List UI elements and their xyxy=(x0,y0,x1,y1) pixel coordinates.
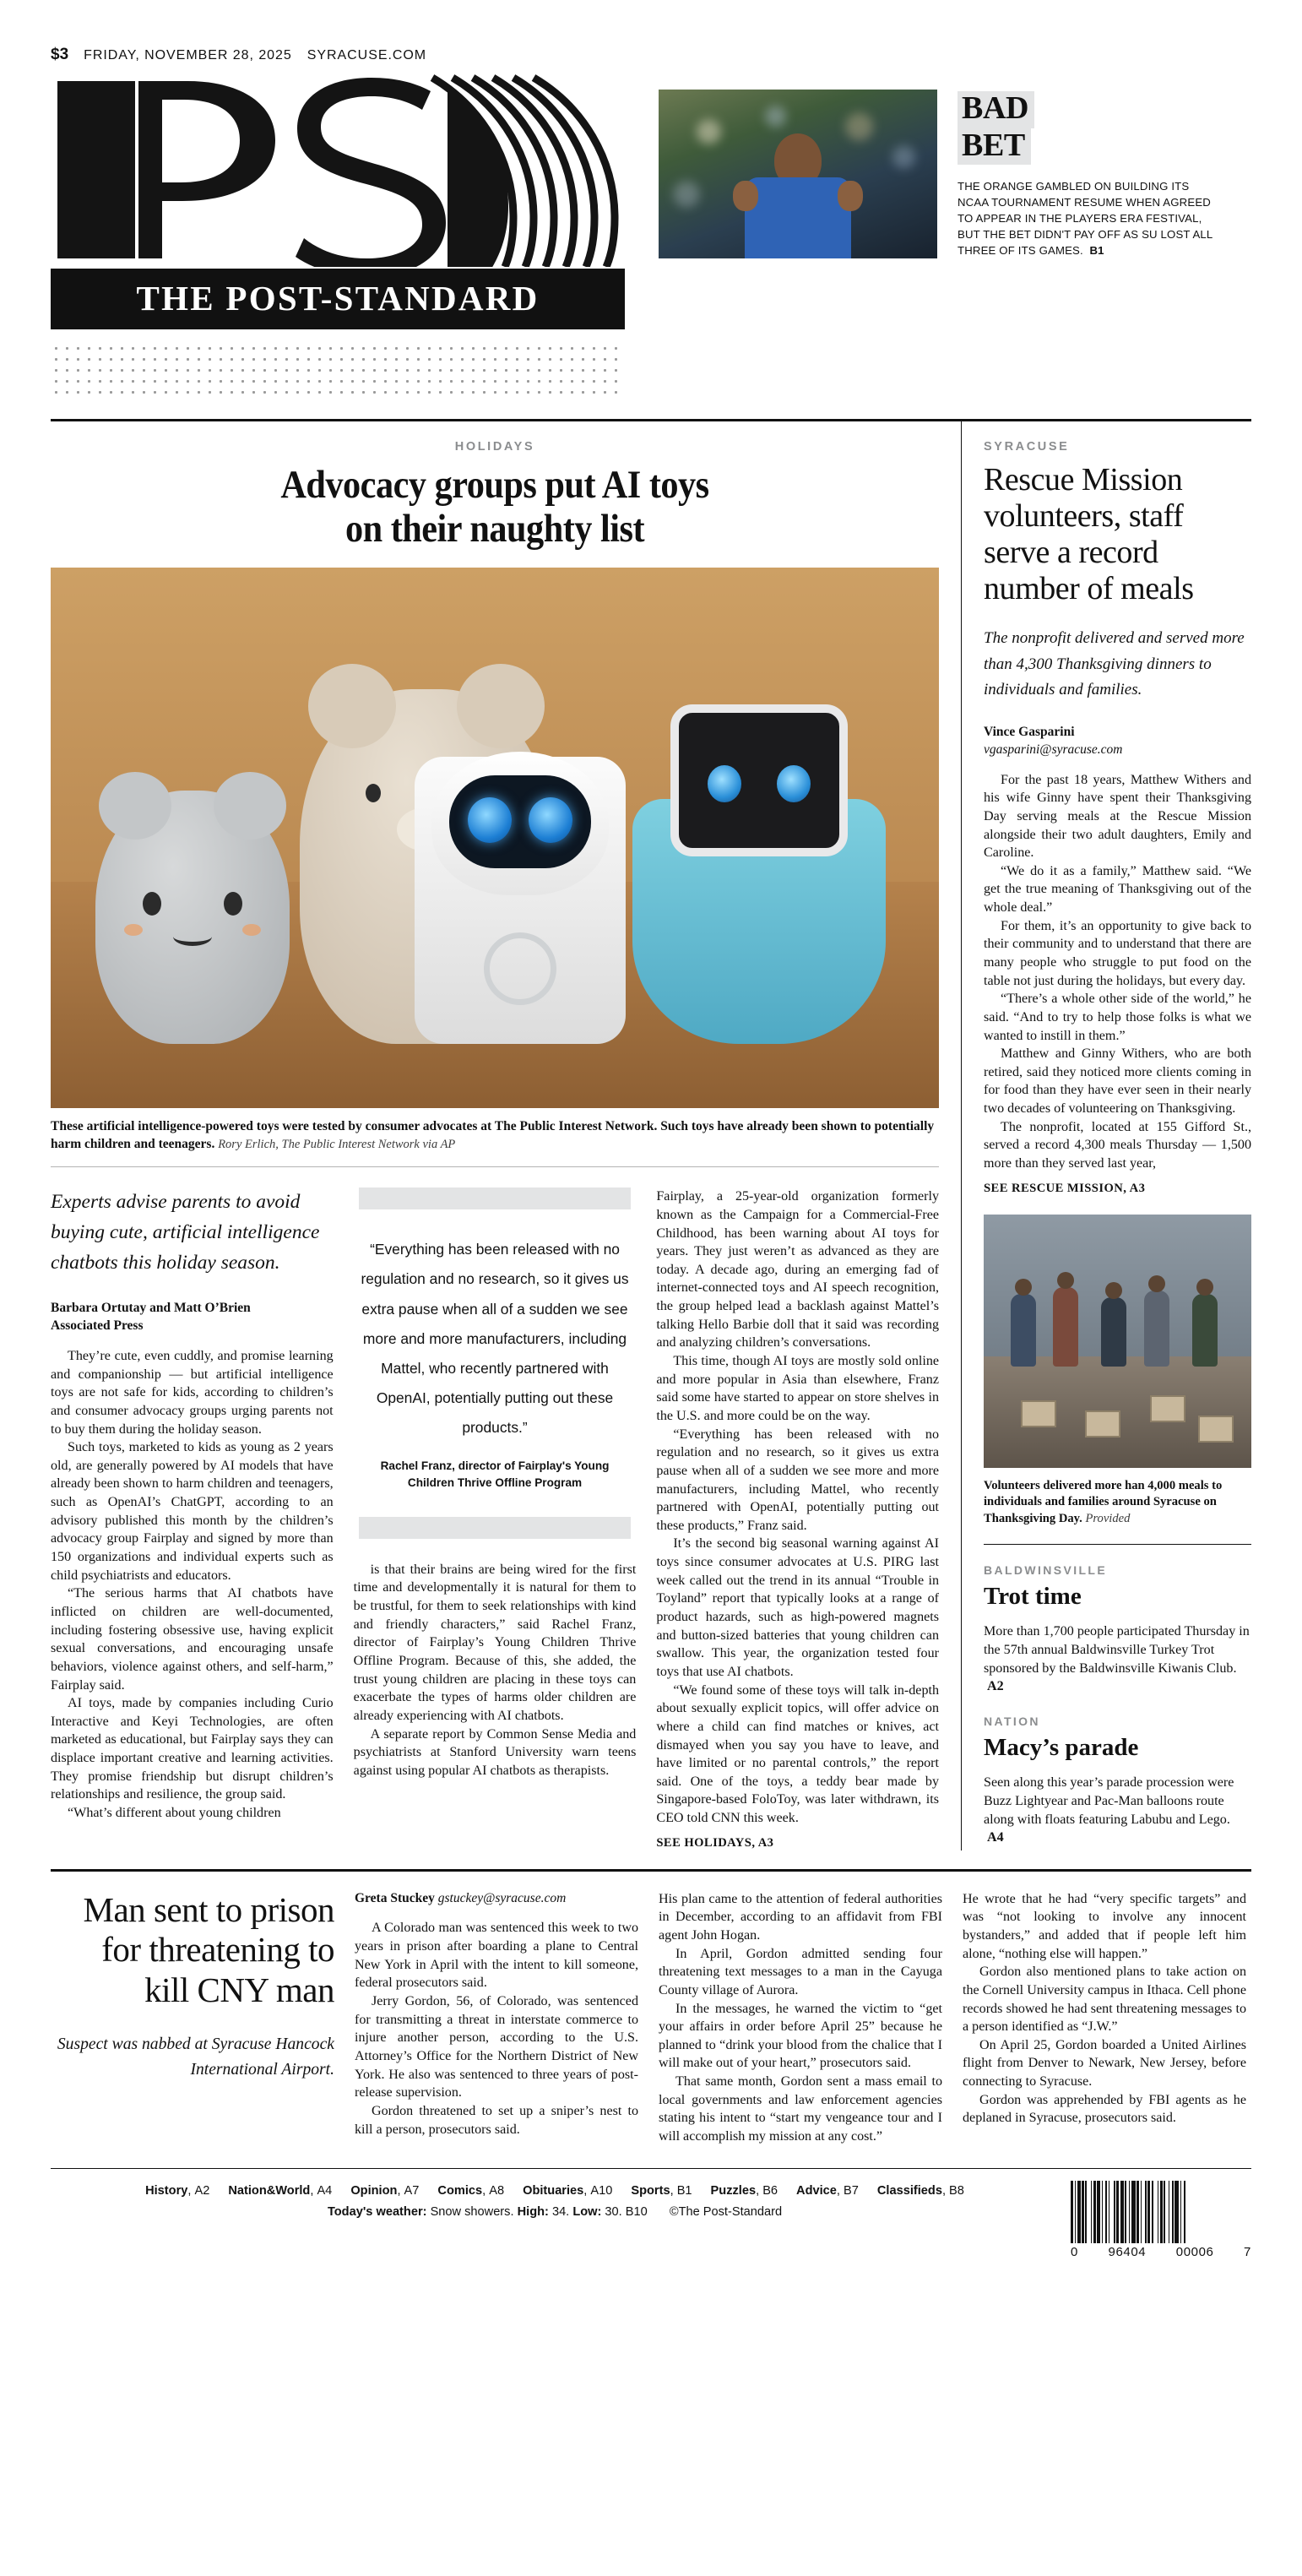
rail-paragraph: Matthew and Ginny Withers, who are both retired, said they noticed more clients coming in for food than they have ever seen in their nearly two decades of volunteering on Thanksgiving. xyxy=(984,1046,1251,1117)
paper-name: THE POST-STANDARD xyxy=(51,269,625,329)
index-name: Classifieds xyxy=(876,2183,942,2198)
weather-line xyxy=(51,2202,1059,2223)
index-item[interactable]: Advice, B7 xyxy=(796,2183,859,2198)
toy-ai-robot xyxy=(415,757,626,1044)
rail-kicker: SYRACUSE xyxy=(984,440,1070,454)
weather-condition: Snow showers. xyxy=(430,2204,514,2219)
bottom-paragraph: Gordon also mentioned plans to take action on the Cornell University campus in Ithaca. Cell phone records showed he had sent threatening messages to a person identified as “J.W.” xyxy=(963,1965,1246,2035)
lead-headline-line1: Advocacy groups put AI toys xyxy=(280,463,709,507)
website-url[interactable]: SYRACUSE.COM xyxy=(307,48,427,62)
bottom-headline: Man sent to prison for threatening to kill CNY man xyxy=(83,1889,334,2009)
index-page: B6 xyxy=(762,2183,778,2198)
brief-text: Seen along this year’s parade procession were Buzz Lightyear and Pac-Man balloons route along with floats featuring Labubu and Lego. xyxy=(984,1774,1234,1827)
brief-text: More than 1,700 people participated Thursday in the 57th annual Baldwinsville Turkey Trot sponsored by the Baldwinsville Kiwanis Club. xyxy=(984,1623,1250,1676)
rail-paragraph: For them, it’s an opportunity to give back to their community and to understand that there are many people who struggle to put food on the table not just during the holidays, but every day. xyxy=(984,918,1251,988)
index-item[interactable]: Obituaries, A10 xyxy=(523,2183,613,2198)
toy-blue-tablet-bot xyxy=(632,799,886,1044)
bottom-story-top-rule xyxy=(51,1869,1251,1872)
index-name: Opinion xyxy=(350,2183,398,2198)
brief-body-macys-parade xyxy=(984,1774,1251,1848)
brief-kicker-nation: NATION xyxy=(984,1715,1040,1729)
promo-page-ref[interactable]: B1 xyxy=(1089,244,1104,258)
bottom-story-zone xyxy=(51,1869,1251,2146)
index-item[interactable]: History, A2 xyxy=(145,2183,210,2198)
lead-photo xyxy=(51,568,939,1108)
rail-photo-caption xyxy=(984,1478,1251,1528)
halftone-dot-texture xyxy=(51,343,625,397)
lead-paragraph: AI toys, made by companies including Curio Interactive and Keyi Technologies, are often marketed as educational, but Fairplay says they can displace important creative and learning activities. They promise friendship but disrupt children’s relationships and resilience, the group said. xyxy=(51,1696,334,1802)
lead-byline-names: Barbara Ortutay and Matt O’Brien xyxy=(51,1301,251,1316)
lead-paragraph: “What’s different about young children xyxy=(68,1805,281,1820)
index-name: Comics xyxy=(437,2183,483,2198)
bottom-paragraph: That same month, Gordon sent a mass email to local governments and law enforcement agencies stating his intent to “start my vengeance tour and I will accomplish my mission at any cost.” xyxy=(659,2074,942,2144)
index-page: A2 xyxy=(194,2183,210,2198)
lead-paragraph: Fairplay, a 25-year-old organization formerly known as the Campaign for a Commercial-Free Childhood, has been warning about AI toys for years. They just weren’t as advanced as they are today. A decade ago, during an emerging fad of internet-connected toys and AI speech recognition, the group helped lead a backlash against Mattel’s talking Hello Barbie doll that it said was recording and analyzing children’s conversations. xyxy=(656,1189,940,1350)
promo-headline xyxy=(958,91,1251,165)
lead-photo-credit: Rory Erlich, The Public Interest Network via AP xyxy=(218,1137,456,1151)
promo-summary xyxy=(958,178,1219,258)
promo-photo xyxy=(659,90,937,258)
copyright-notice: ©The Post-Standard xyxy=(669,2204,783,2219)
bottom-column-1 xyxy=(355,1890,638,2146)
lead-column-1 xyxy=(51,1187,334,1850)
lead-paragraph: Such toys, marketed to kids as young as 2 years old, are generally powered by AI models that have already been shown to harm children and teenagers, such as OpenAI’s ChatGPT, according to an advisory published this month by the children’s advocacy group Fairplay and signed by more than 150 organizations and individual experts such as child psychiatrists and educators. xyxy=(51,1440,334,1583)
lead-photo-caption xyxy=(51,1118,939,1153)
rail-photo xyxy=(984,1215,1251,1468)
rail-caption-text: Volunteers delivered more han 4,000 meals to individuals and families around Syracuse on Thanksgiving Day. xyxy=(984,1478,1223,1525)
bottom-deck: Suspect was nabbed at Syracuse Hancock International Airport. xyxy=(57,2035,334,2079)
footer-index-and-weather xyxy=(51,2181,1059,2223)
lead-caption-rule xyxy=(51,1166,939,1167)
barcode xyxy=(1059,2181,1251,2259)
bottom-paragraph: Jerry Gordon, 56, of Colorado, was sentenced for transmitting a threat in interstate commerce to injure another person, according to the U.S. Attorney’s Office for the Northern District of New York. He also was sentenced to three years of post-release supervision. xyxy=(355,1994,638,2100)
pull-quote-top-bar xyxy=(359,1187,632,1209)
barcode-digit-mid1: 96404 xyxy=(1108,2244,1147,2259)
brief-headline-macys-parade: Macy’s parade xyxy=(984,1734,1139,1762)
ps-monogram-logo xyxy=(51,73,625,267)
index-page: B8 xyxy=(949,2183,964,2198)
index-page: B7 xyxy=(844,2183,859,2198)
lead-paragraph: “Everything has been released with no regulation and no research, so it gives us extra pause when all of a sudden we see more and more manufacturers, including Mattel, who recently partnered with OpenAI, potentially putting out these products,” Franz said. xyxy=(656,1427,940,1533)
bottom-paragraph: In the messages, he warned the victim to “get your affairs in order before April 25” because he planned to “drink your blood from the chalice that I will make out of your heart,” prosecutors said. xyxy=(659,2001,942,2071)
bottom-paragraph: His plan came to the attention of federal authorities in December, according to an affidavit from FBI agent John Hogan. xyxy=(659,1891,942,1943)
bottom-byline-name: Greta Stuckey xyxy=(355,1890,435,1905)
weather-page-ref[interactable]: B10 xyxy=(625,2204,648,2219)
index-page: A4 xyxy=(317,2183,333,2198)
pull-quote-bottom-bar xyxy=(359,1517,632,1539)
promo-summary-text: THE ORANGE GAMBLED ON BUILDING ITS NCAA TOURNAMENT RESUME WHEN AGREED TO APPEAR IN THE PLAYERS ERA FESTIVAL, BUT THE BET DIDN'T PAY OFF AS SU LOST ALL THREE OF ITS GAMES. xyxy=(958,180,1212,258)
barcode-digit-right: 7 xyxy=(1244,2244,1251,2259)
rail-byline xyxy=(984,724,1251,759)
lead-paragraph: They’re cute, even cuddly, and promise learning and companionship — but artificial intelligence toys are not safe for kids, according to children’s and consumer advocacy groups urging parents not to buy them during the holiday season. xyxy=(51,1348,334,1437)
index-page: A10 xyxy=(590,2183,613,2198)
pull-quote-block xyxy=(354,1187,637,1539)
lead-byline-org: Associated Press xyxy=(51,1318,144,1334)
index-page: A7 xyxy=(404,2183,420,2198)
lead-column-2 xyxy=(354,1187,637,1850)
brief-page-ref[interactable]: A4 xyxy=(987,1830,1004,1845)
flag-and-promo-row xyxy=(51,73,1251,397)
index-name: Sports xyxy=(631,2183,670,2198)
weather-high-value: 34. xyxy=(551,2204,570,2219)
index-name: Obituaries xyxy=(523,2183,584,2198)
promo-headline-line1: BAD xyxy=(958,91,1034,128)
brief-divider-rule xyxy=(984,1544,1251,1545)
bottom-column-2 xyxy=(659,1890,942,2146)
index-item[interactable]: Opinion, A7 xyxy=(350,2183,420,2198)
index-page: B1 xyxy=(676,2183,692,2198)
section-index xyxy=(51,2181,1059,2202)
weather-low-label: Low: xyxy=(572,2204,602,2219)
weather-low-value: 30. xyxy=(605,2204,622,2219)
bottom-story-columns xyxy=(51,1890,1251,2146)
promo-headline-line2: BET xyxy=(958,128,1031,166)
bottom-paragraph: He wrote that he had “very specific targets” and was “not looking to involve any innocent bystanders,” and added that if people left him alone, “nothing else will happen.” xyxy=(963,1891,1246,1961)
bottom-paragraph: A Colorado man was sentenced this week to two years in prison after boarding a plane to Central New York in April with the intent to kill someone, federal prosecutors said. xyxy=(355,1921,638,1991)
bottom-byline xyxy=(355,1890,638,1908)
main-content-grid xyxy=(51,421,1251,1850)
pull-quote-text: “Everything has been released with no regulation and no research, so it gives us extra pause when all of a sudden we see more and more manufacturers, including Mattel, who recently partnered with OpenAI, potentially putting out these products.” xyxy=(361,1241,629,1437)
bottom-paragraph: On April 25, Gordon boarded a United Airlines flight from Denver to Newark, New Jersey, before connecting to Syracuse. xyxy=(963,2037,1246,2090)
lead-paragraph: It’s the second big seasonal warning against AI toys since consumer advocates at U.S. PIRG last week called out the trend in its annual “Trouble in Toyland” report that typically looks at a range of product hazards, such as high-powered magnets and button-sized batteries that young children can swallow. This year, the organization tested four toys that use AI chatbots. xyxy=(656,1536,940,1679)
brief-kicker-baldwinsville: BALDWINSVILLE xyxy=(984,1563,1108,1578)
lead-deck: Experts advise parents to avoid buying cute, artificial intelligence chatbots this holiday season. xyxy=(51,1191,320,1274)
brief-page-ref[interactable]: A2 xyxy=(987,1679,1004,1694)
barcode-bars xyxy=(1071,2181,1251,2243)
brief-headline-trot-time: Trot time xyxy=(984,1583,1082,1611)
rail-paragraph: “We do it as a family,” Matthew said. “We get the true meaning of Thanksgiving out of the whole deal.” xyxy=(984,863,1251,916)
index-item[interactable]: Classifieds, B8 xyxy=(876,2183,964,2198)
barcode-digits xyxy=(1071,2243,1251,2259)
lead-column-3 xyxy=(656,1187,939,1850)
barcode-digit-left: 0 xyxy=(1071,2244,1078,2259)
toy-gray-plush xyxy=(95,791,290,1044)
footer-zone xyxy=(51,2168,1251,2259)
masthead-dateline xyxy=(51,0,1251,64)
bottom-column-3 xyxy=(963,1890,1246,2146)
index-name: History xyxy=(145,2183,188,2198)
lead-paragraph: “The serious harms that AI chatbots have inflicted on children are well-documented, including fostering obsessive use, having explicit sexual conversations, and encouraging unsafe behaviors, violence against others, and self-harm,” Fairplay said. xyxy=(51,1586,334,1693)
bottom-byline-email[interactable]: gstuckey@syracuse.com xyxy=(437,1890,567,1905)
lead-kicker: HOLIDAYS xyxy=(454,440,535,454)
index-name: Nation&World xyxy=(228,2183,311,2198)
flag-block xyxy=(51,73,625,397)
lead-paragraph: “We found some of these toys will talk in-depth about sexually explicit topics, will offer advice on where a child can find matches or knives, act dismayed when you say you have to leave, and have limited or no parental controls,” the report said. One of the toys, a teddy bear made by Singapore-based FoloToy, was later withdrawn, its CEO told CNN this week. xyxy=(656,1682,940,1826)
lead-headline-line2: on their naughty list xyxy=(344,506,645,551)
index-item[interactable]: Comics, A8 xyxy=(437,2183,505,2198)
publication-date: FRIDAY, NOVEMBER 28, 2025 xyxy=(84,48,292,62)
lead-caption-text: These artificial intelligence-powered toys were tested by consumer advocates at The Public Interest Network. Such toys have already been shown to potentially harm children and teenagers. xyxy=(51,1119,935,1151)
cover-price: $3 xyxy=(51,46,69,63)
index-page: A8 xyxy=(489,2183,505,2198)
bottom-paragraph: In April, Gordon admitted sending four threatening text messages to a man in the Cayuga County village of Aurora. xyxy=(659,1946,942,1997)
lead-headline xyxy=(95,464,895,551)
lead-jump-line[interactable]: SEE HOLIDAYS, A3 xyxy=(656,1835,774,1850)
lead-story-zone xyxy=(51,421,961,1850)
rail-byline-email[interactable]: vgasparini@syracuse.com xyxy=(984,742,1123,757)
lead-story-columns xyxy=(51,1187,939,1850)
bottom-column-headline xyxy=(51,1890,334,2146)
rail-headline: Rescue Mission volunteers, staff serve a record number of meals xyxy=(984,462,1194,606)
brief-body-trot-time xyxy=(984,1622,1251,1697)
rail-paragraph: The nonprofit, located at 155 Gifford St., served a record 4,300 meals Thursday — 1,500 more than they served last year, xyxy=(984,1119,1251,1171)
pull-quote-attribution: Rachel Franz, director of Fairplay's Young Children Thrive Offline Program xyxy=(380,1459,610,1490)
bottom-paragraph: Gordon was apprehended by FBI agents as he deplaned in Syracuse, prosecutors said. xyxy=(963,2092,1246,2126)
lead-paragraph: This time, though AI toys are mostly sold online and more popular in Asia than elsewhere, Franz said some have started to appear on store shelves in the U.S. and more could be on the way. xyxy=(656,1354,940,1423)
lead-paragraph: is that their brains are being wired for the first time and developmentally it is natural for them to be trustful, for them to seek relationships with kind and friendly characters,” said Rachel Franz, director of Fairplay’s Young Children Thrive Offline Program. Because of this, she added, the trust young children are placing in these toys can exacerbate the types of harms older children are already experiencing with AI chatbots. xyxy=(353,1562,637,1723)
lead-byline xyxy=(51,1300,334,1335)
index-item[interactable]: Nation&World, A4 xyxy=(228,2183,333,2198)
right-rail-zone xyxy=(961,421,1251,1850)
index-item[interactable]: Sports, B1 xyxy=(631,2183,692,2198)
rail-paragraph: “There’s a whole other side of the world,” he said. “And to try to help those folks is what we wanted to instill in them.” xyxy=(984,992,1251,1043)
promo-block[interactable] xyxy=(625,73,1251,397)
index-item[interactable]: Puzzles, B6 xyxy=(710,2183,778,2198)
lead-paragraph: A separate report by Common Sense Media and psychiatrists at Stanford University warn teens against using popular AI chatbots as therapists. xyxy=(353,1726,637,1778)
index-name: Advice xyxy=(796,2183,837,2198)
index-name: Puzzles xyxy=(710,2183,757,2198)
weather-high-label: High: xyxy=(517,2204,549,2219)
rail-byline-name: Vince Gasparini xyxy=(984,725,1075,740)
weather-label: Today's weather: xyxy=(327,2204,427,2219)
rail-photo-credit: Provided xyxy=(1085,1511,1131,1525)
rail-deck: The nonprofit delivered and served more than 4,300 Thanksgiving dinners to individuals and families. xyxy=(984,628,1245,699)
barcode-digit-mid2: 00006 xyxy=(1175,2244,1214,2259)
rail-jump-line[interactable]: SEE RESCUE MISSION, A3 xyxy=(984,1181,1146,1195)
bottom-paragraph: Gordon threatened to set up a sniper’s nest to kill a person, prosecutors said. xyxy=(355,2103,638,2137)
rail-paragraph: For the past 18 years, Matthew Withers and his wife Ginny have spent their Thanksgiving Day serving meals at the Rescue Mission alongside their two adult daughters, Emily and Caroline. xyxy=(984,772,1251,861)
